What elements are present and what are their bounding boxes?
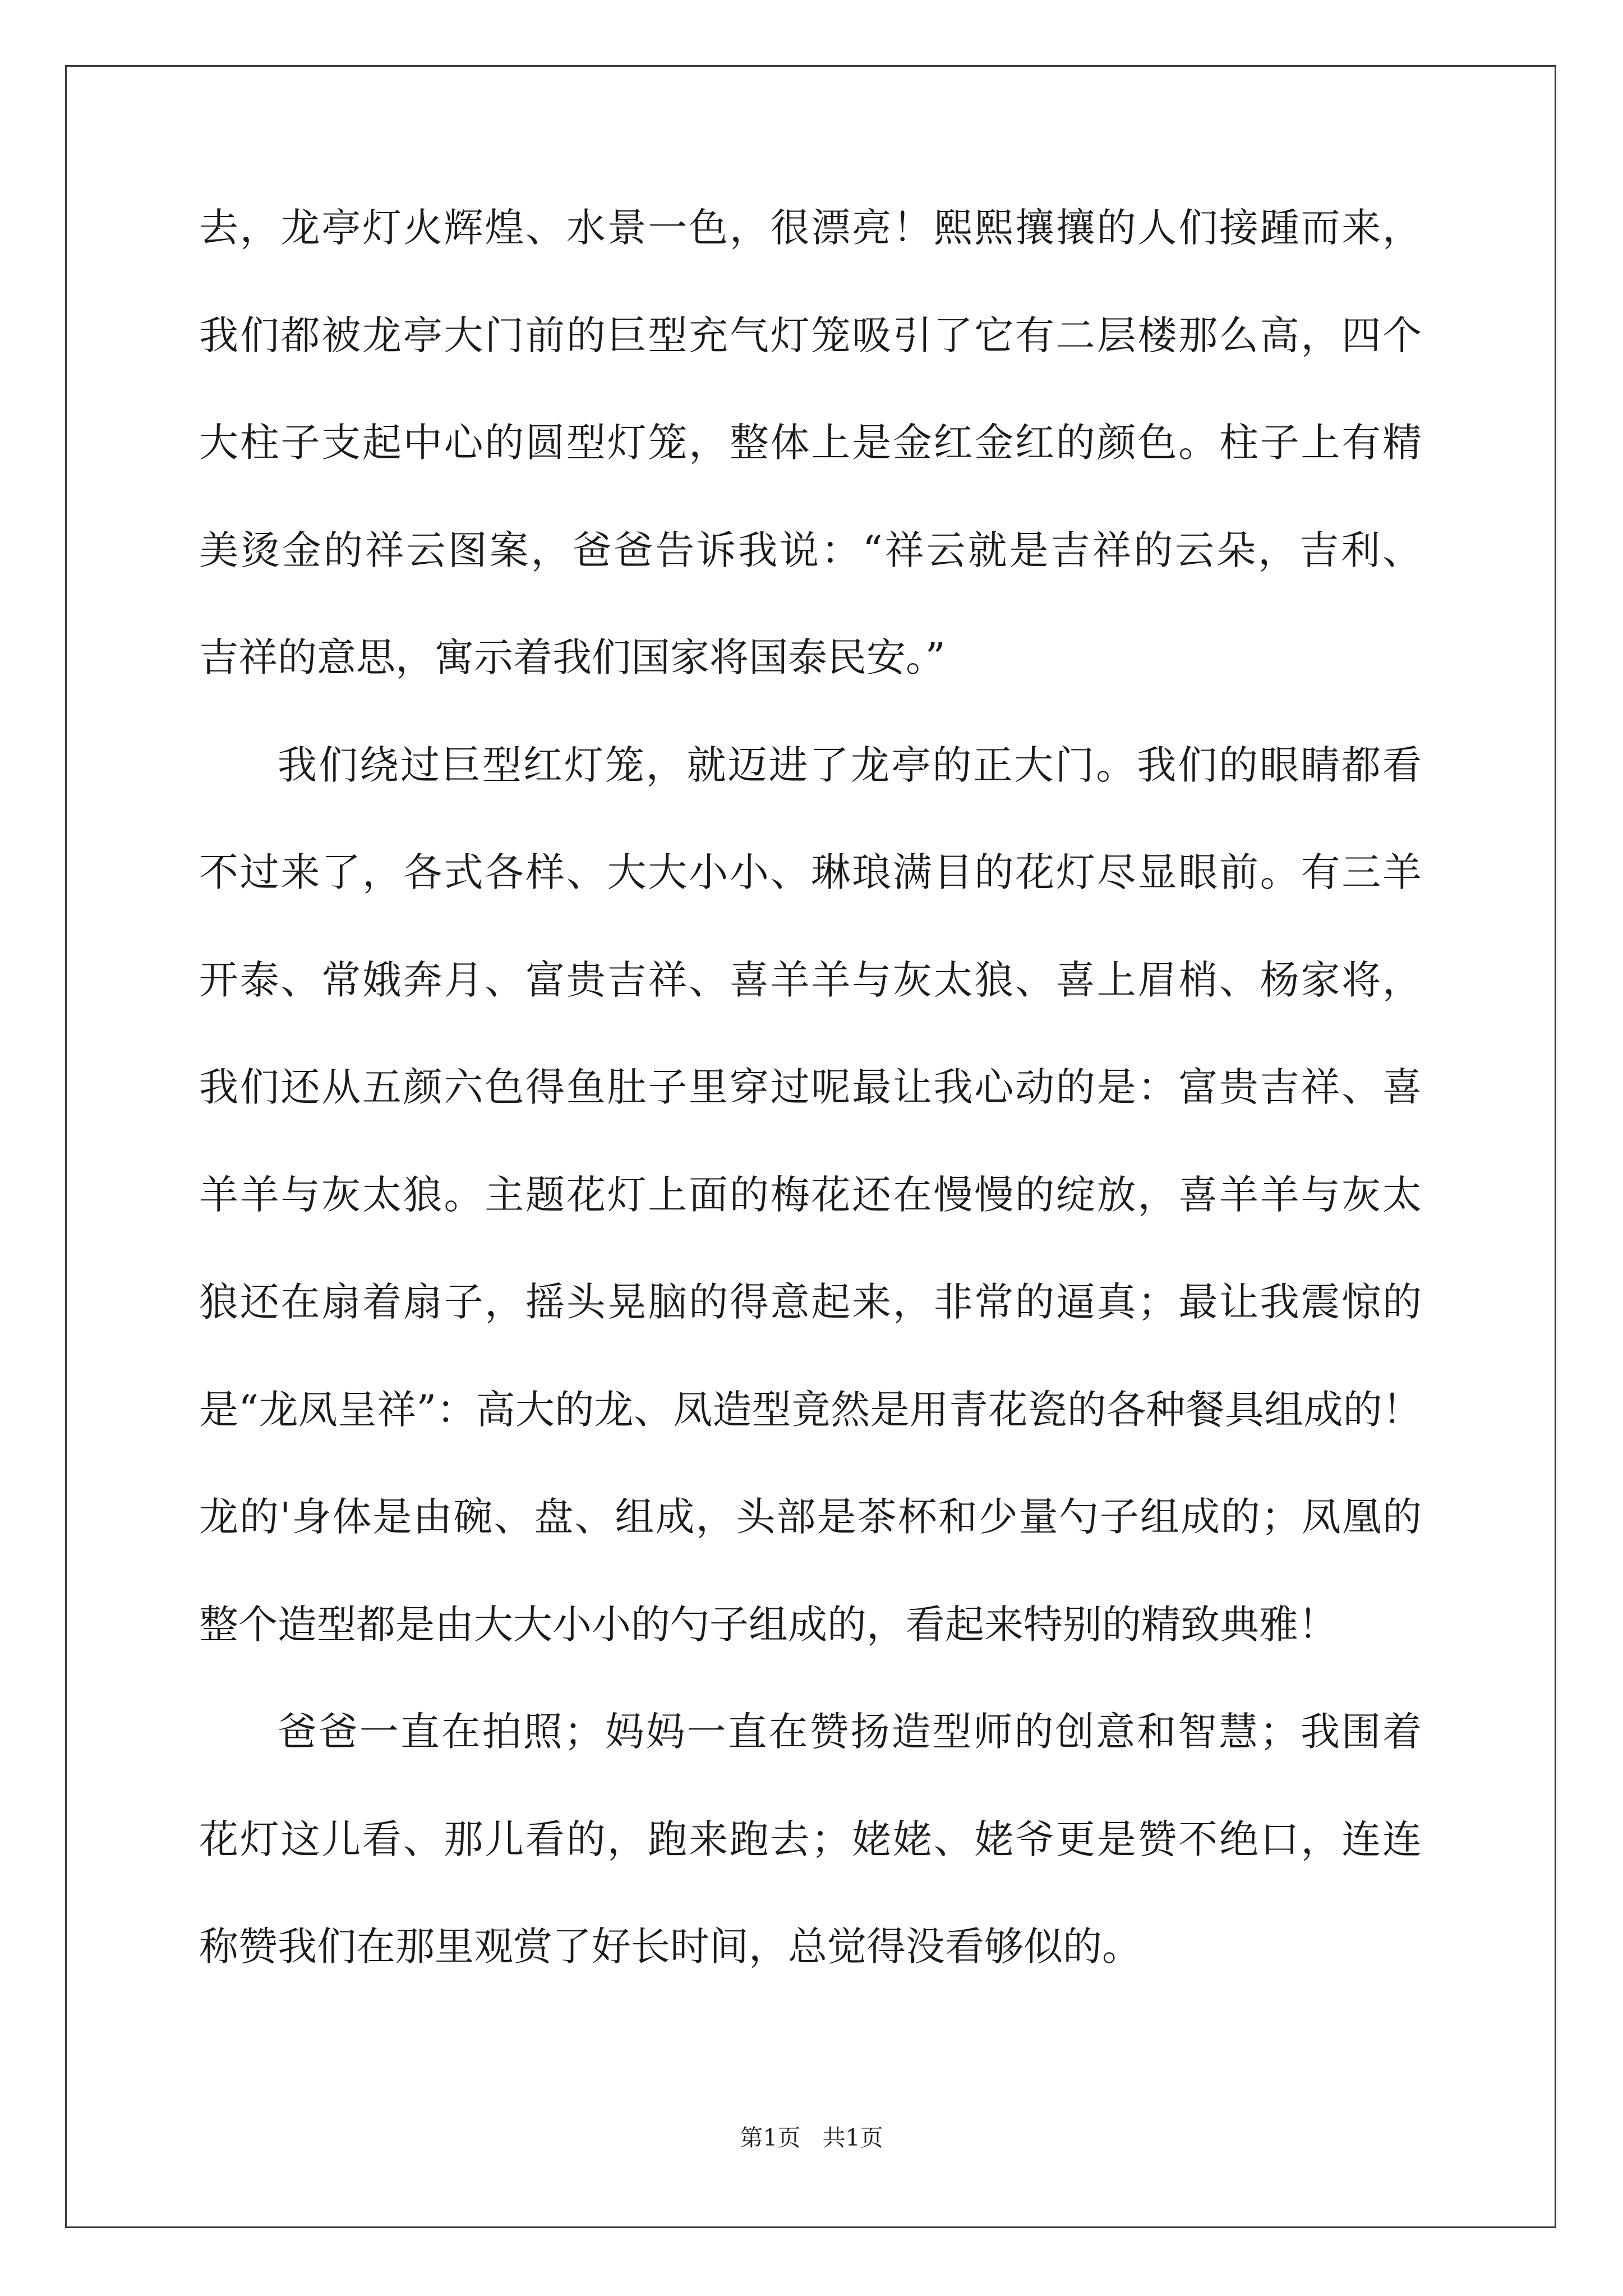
text-line: 称赞我们在那里观赏了好长时间，总觉得没看够似的。 <box>199 1924 1141 1970</box>
text-line: 开泰、常娥奔月、富贵吉祥、喜羊羊与灰太狼、喜上眉梢、杨家将， <box>199 956 1422 1003</box>
text-line: 爸爸一直在拍照；妈妈一直在赞扬造型师的创意和智慧；我围着 <box>278 1709 1422 1755</box>
text-line: 我们绕过巨型红灯笼，就迈进了龙亭的正大门。我们的眼睛都看 <box>278 742 1422 788</box>
text-line: 美烫金的祥云图案，爸爸告诉我说：“祥云就是吉祥的云朵，吉利、 <box>199 527 1422 573</box>
text-line: 大柱子支起中心的圆型灯笼，整体上是金红金红的颜色。柱子上有精 <box>199 420 1422 466</box>
text-line: 去，龙亭灯火辉煌、水景一色，很漂亮！熙熙攘攘的人们接踵而来， <box>199 205 1422 251</box>
text-line: 龙的'身体是由碗、盘、组成，头部是茶杯和少量勺子组成的；凤凰的 <box>199 1494 1422 1540</box>
page-footer: 第1页 共1页 <box>740 2124 883 2151</box>
text-line: 不过来了，各式各样、大大小小、琳琅满目的花灯尽显眼前。有三羊 <box>199 849 1422 895</box>
text-line: 我们都被龙亭大门前的巨型充气灯笼吸引了它有二层楼那么高，四个 <box>199 312 1422 358</box>
document-body <box>199 205 1422 2035</box>
text-line: 狼还在扇着扇子，摇头晃脑的得意起来，非常的逼真；最让我震惊的 <box>199 1279 1422 1325</box>
text-line: 我们还从五颜六色得鱼肚子里穿过呢最让我心动的是：富贵吉祥、喜 <box>199 1064 1422 1110</box>
text-line: 是“龙凤呈祥”：高大的龙、凤造型竟然是用青花瓷的各种餐具组成的！ <box>199 1386 1422 1433</box>
text-line: 羊羊与灰太狼。主题花灯上面的梅花还在慢慢的绽放，喜羊羊与灰太 <box>199 1171 1422 1218</box>
text-line: 花灯这儿看、那儿看的，跑来跑去；姥姥、姥爷更是赞不绝口，连连 <box>199 1816 1422 1862</box>
text-line: 整个造型都是由大大小小的勺子组成的，看起来特别的精致典雅！ <box>199 1601 1338 1648</box>
text-line: 吉祥的意思，寓示着我们国家将国泰民安。” <box>199 634 946 680</box>
